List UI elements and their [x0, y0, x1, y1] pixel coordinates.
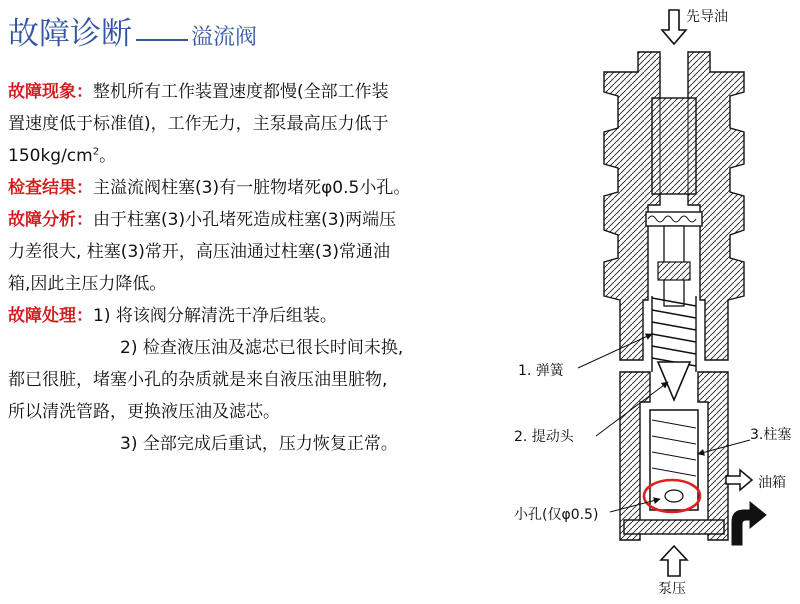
symptom-line-2: 置速度低于标准值)，工作无力，主泵最高压力低于	[8, 114, 389, 134]
label-spring: 1. 弹簧	[518, 363, 564, 379]
treatment-step-3: 3) 全部完成后重试，压力恢复正常。	[120, 434, 398, 454]
symptom-superscript: 2	[92, 146, 100, 158]
curved-flow-arrow	[732, 502, 766, 545]
analysis-line-3: 箱,因此主压力降低。	[8, 274, 167, 294]
symptom-line-1: 整机所有工作装置速度都慢(全部工作装	[93, 82, 389, 102]
title-subtitle: 溢流阀	[191, 25, 258, 50]
pilot-oil-arrow	[662, 10, 686, 44]
symptom-line-3-end: 。	[99, 146, 117, 166]
treatment-label: 故障处理：	[8, 306, 93, 326]
poppet-cone	[658, 362, 690, 400]
inspection-paragraph	[8, 172, 538, 204]
label-plunger: 3.柱塞	[750, 427, 792, 443]
label-pump-pressure: 泵压	[658, 581, 686, 597]
title-dash-rule	[136, 39, 188, 41]
label-poppet: 2. 提动头	[514, 429, 574, 445]
inspection-text: 主溢流阀柱塞(3)有一脏物堵死φ0.5小孔。	[93, 178, 411, 198]
analysis-label: 故障分析：	[8, 210, 93, 230]
title-main: 故障诊断	[8, 16, 132, 52]
inspection-label: 检查结果：	[8, 178, 93, 198]
page-title	[8, 8, 257, 53]
pilot-plug	[652, 98, 696, 194]
symptom-label: 故障现象：	[8, 82, 93, 102]
bottom-flange	[624, 520, 724, 534]
treatment-step-1: 1) 将该阀分解清洗干净后组装。	[93, 306, 337, 326]
label-small-hole: 小孔(仅φ0.5)	[514, 507, 599, 523]
body-lower-left	[620, 372, 650, 540]
label-tank: 油箱	[758, 475, 786, 491]
analysis-line-2: 力差很大, 柱塞(3)常开，高压油通过柱塞(3)常通油	[8, 242, 390, 262]
treatment-paragraph	[8, 300, 538, 460]
tank-outlet-arrow	[726, 470, 752, 490]
symptom-paragraph	[8, 76, 538, 172]
diagnosis-text	[8, 76, 538, 460]
seal-band	[646, 212, 702, 226]
relief-valve-diagram	[500, 0, 800, 600]
analysis-paragraph	[8, 204, 538, 300]
body-lower-right	[698, 372, 728, 540]
label-pilot-oil: 先导油	[686, 9, 728, 25]
plunger-orifice	[665, 490, 683, 502]
treatment-step-2-line-2: 都已很脏，堵塞小孔的杂质就是来自液压油里脏物,	[8, 370, 388, 390]
treatment-step-2-line-1: 2) 检查液压油及滤芯已很长时间未换,	[120, 338, 404, 358]
spring-coils	[652, 296, 696, 372]
symptom-line-3: 150kg/cm	[8, 146, 93, 166]
analysis-line-1: 由于柱塞(3)小孔堵死造成柱塞(3)两端压	[93, 210, 397, 230]
pump-pressure-arrow	[661, 546, 687, 576]
treatment-step-2-line-3: 所以清洗管路，更换液压油及滤芯。	[8, 402, 280, 422]
